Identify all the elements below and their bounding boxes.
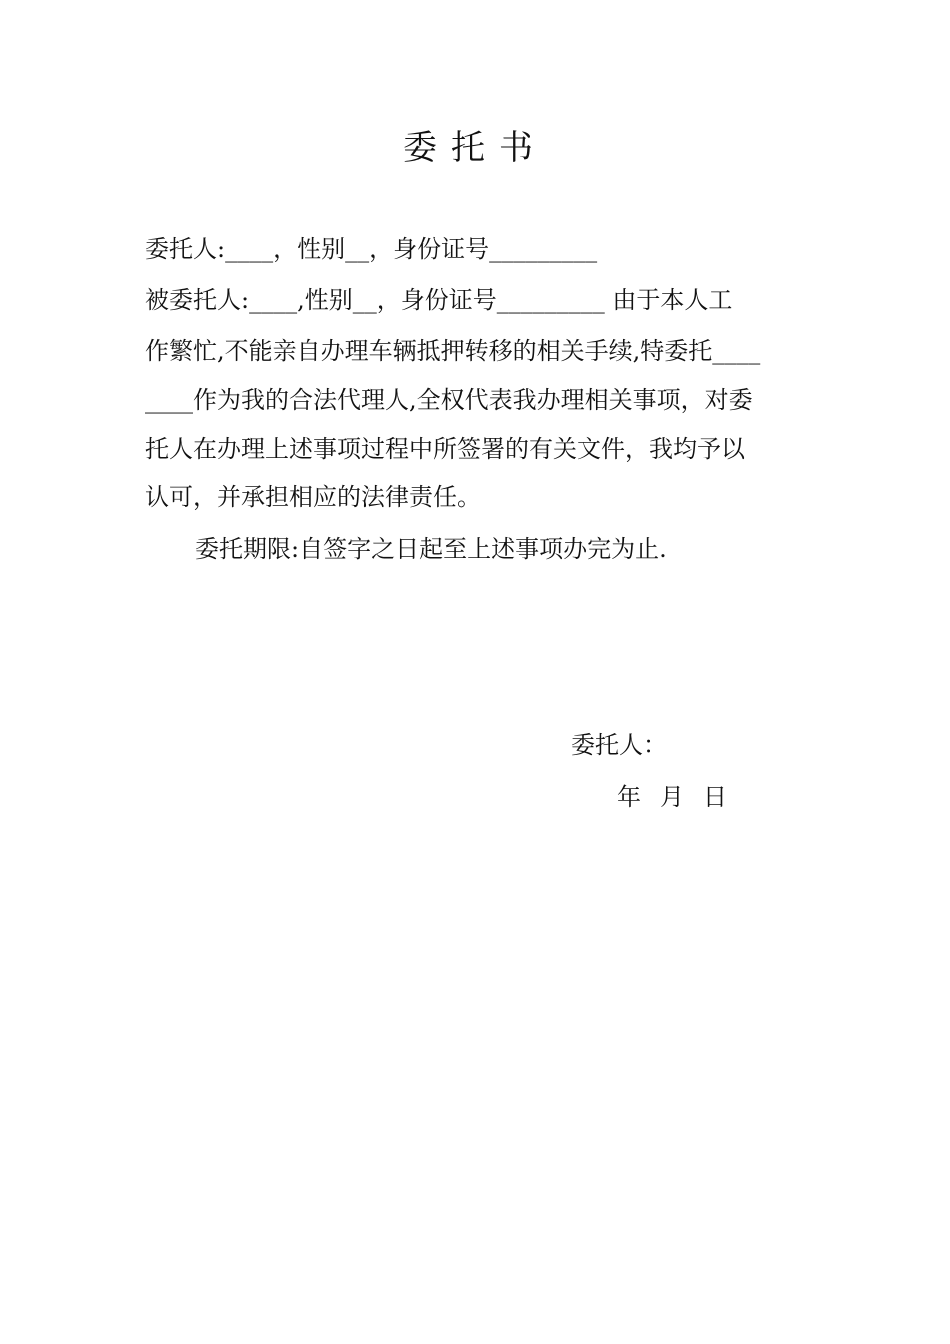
signature-label: 委托人： (571, 731, 667, 759)
date-day: 日 (703, 783, 727, 811)
date-line (617, 782, 746, 812)
term-line: 委托期限:自签字之日起至上述事项办完为止. (195, 535, 667, 563)
date-year: 年 (617, 783, 641, 811)
document-title: 委托书 (403, 128, 547, 168)
agent-line: 被委托人:____,性别__，身份证号_________ 由于本人工 (145, 286, 733, 314)
principal-line: 委托人:____，性别__，身份证号_________ (145, 235, 598, 263)
body-line-4: 认可，并承担相应的法律责任。 (145, 483, 481, 511)
body-line-2: ____作为我的合法代理人,全权代表我办理相关事项，对委 (145, 386, 753, 414)
body-line-3: 托人在办理上述事项过程中所签署的有关文件，我均予以 (145, 435, 745, 463)
body-line-1: 作繁忙,不能亲自办理车辆抵押转移的相关手续,特委托____ (145, 337, 761, 365)
date-month: 月 (660, 783, 684, 811)
